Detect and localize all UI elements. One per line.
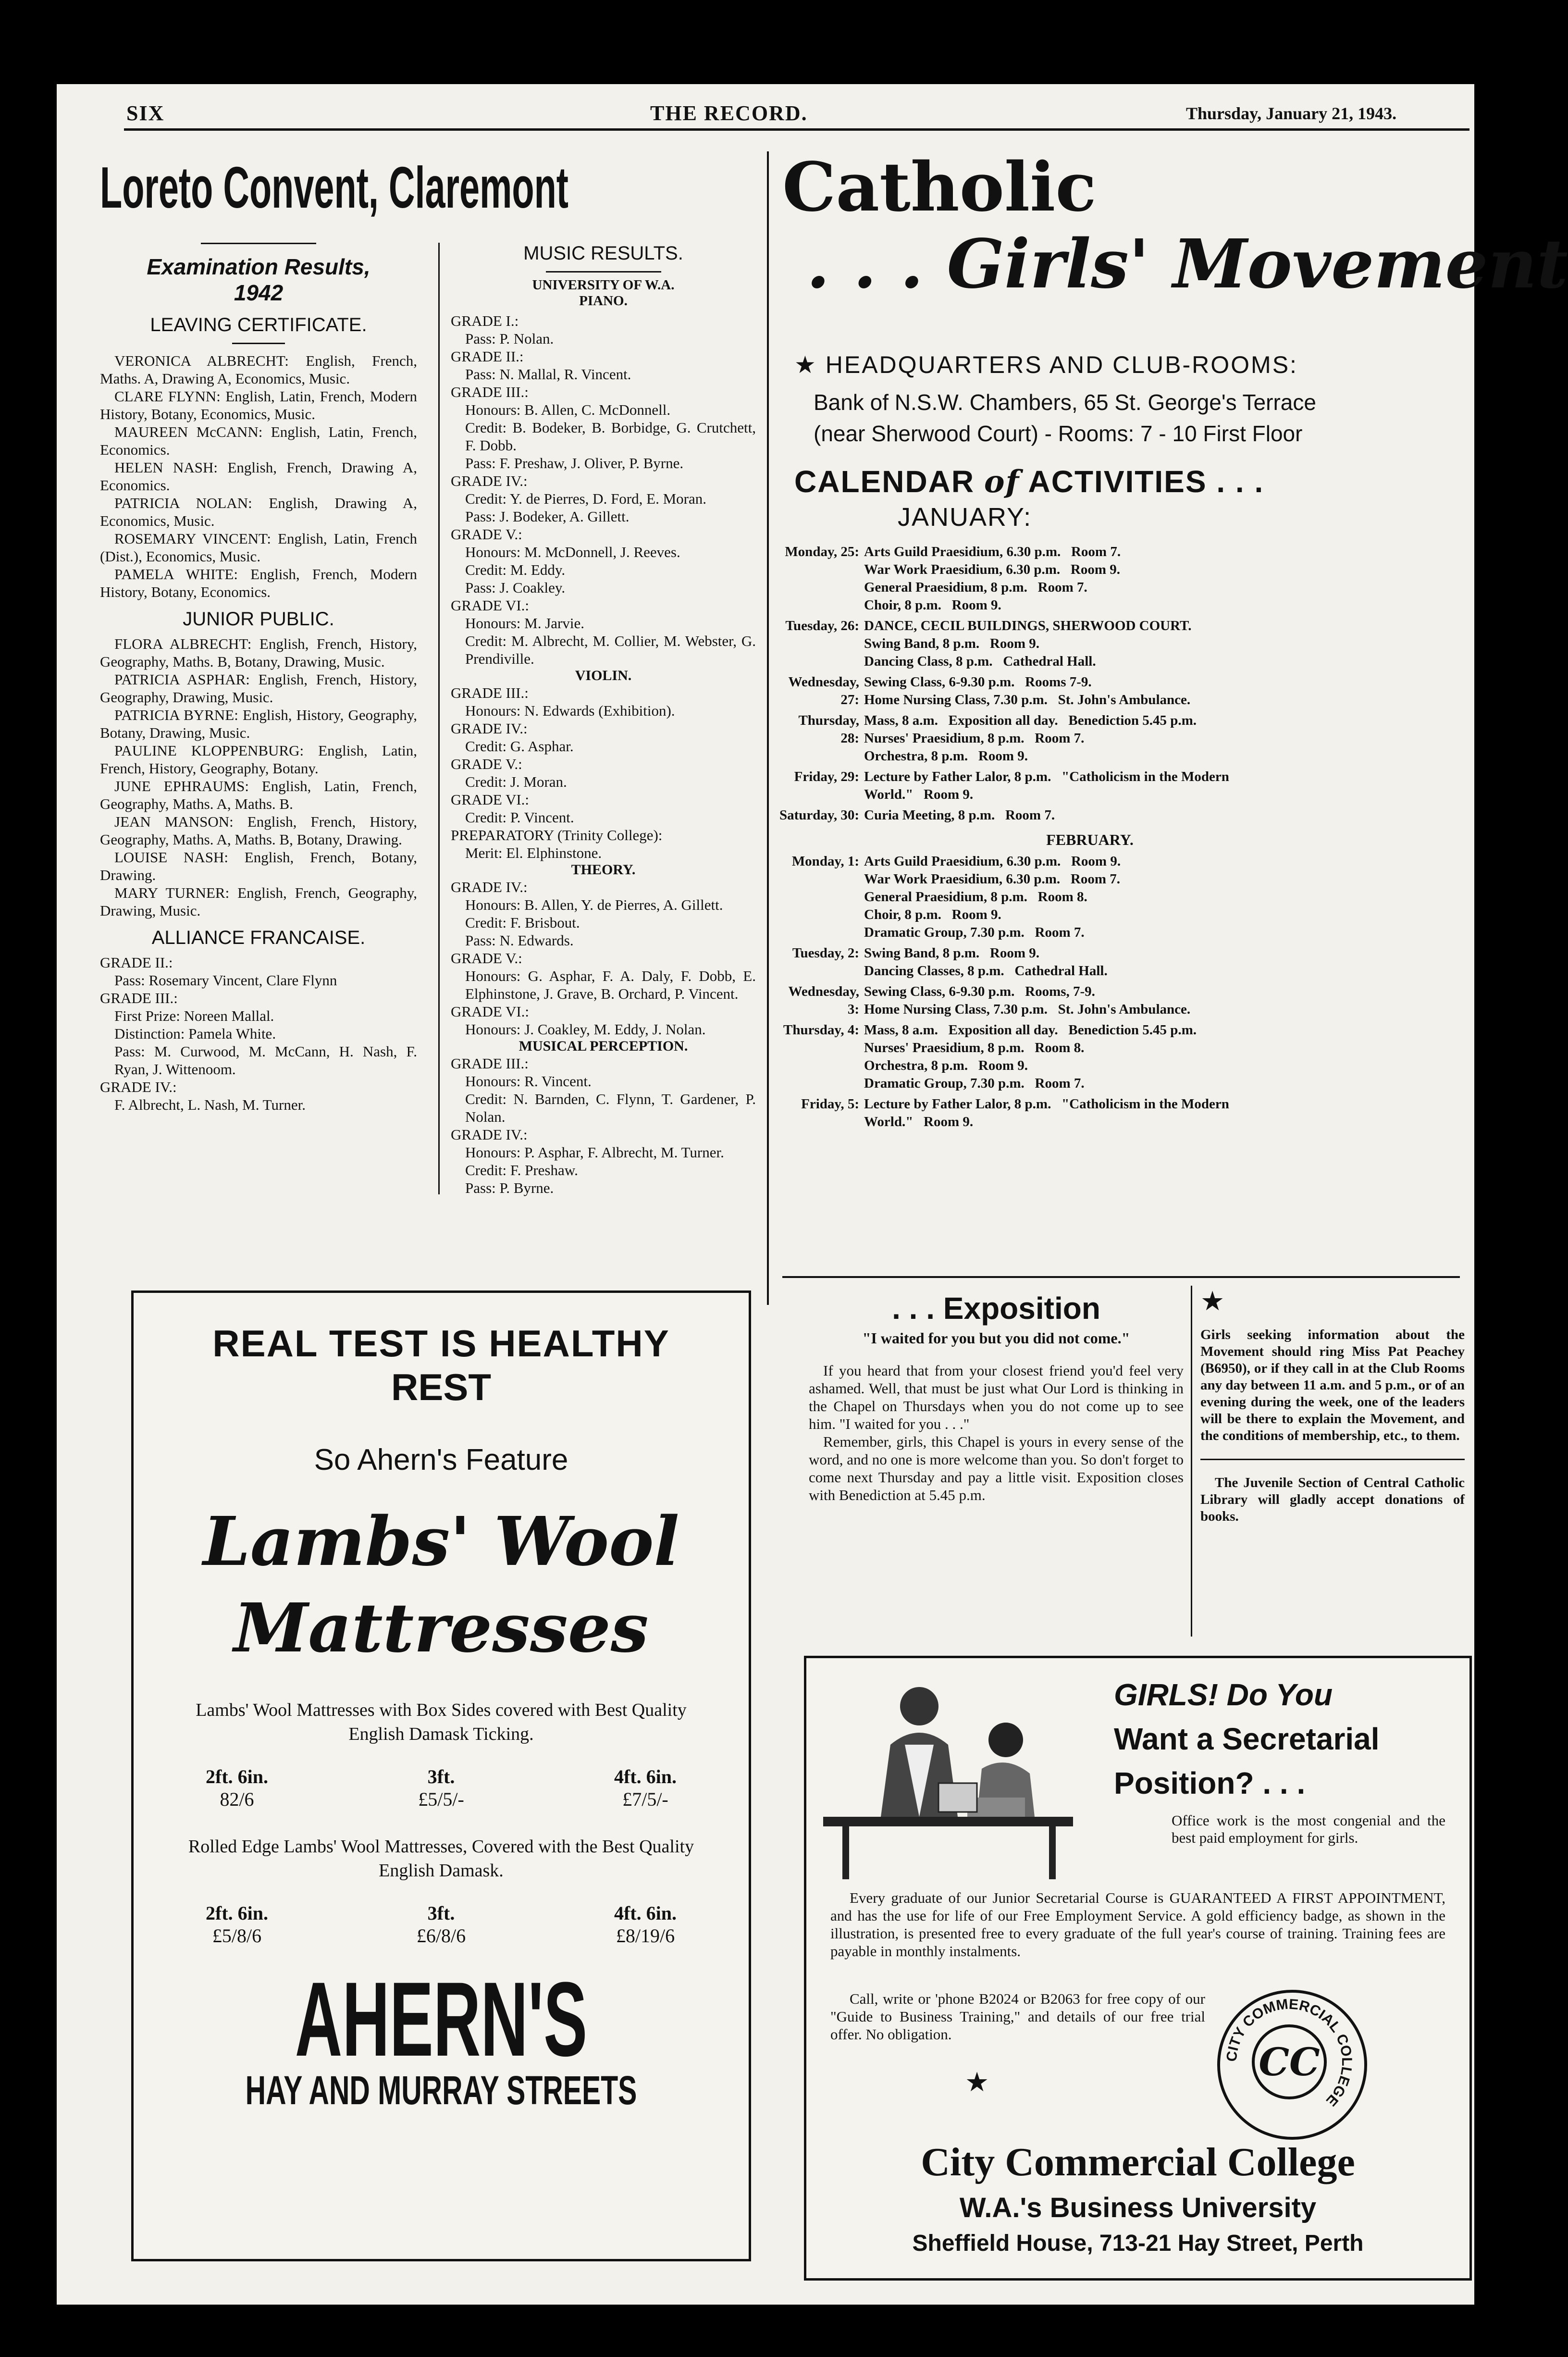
junior-list bbox=[100, 635, 417, 919]
result-line: Credit: N. Barnden, C. Flynn, T. Gardener, P. Nolan. bbox=[465, 1091, 756, 1125]
badge-ring-text: CITY COMMERCIAL COLLEGE bbox=[1223, 1996, 1355, 2109]
calendar-event: Dramatic Group, 7.30 p.m. Room 7. bbox=[864, 1076, 1085, 1091]
loreto-results bbox=[100, 243, 417, 1114]
result-entry: VERONICA ALBRECHT: English, French, Maths. A, Drawing A, Economics, Music. bbox=[100, 352, 417, 387]
calendar-event: Swing Band, 8 p.m. Room 9. bbox=[864, 945, 1039, 961]
result-line: Pass: P. Byrne. bbox=[465, 1179, 554, 1196]
calendar-event: Nurses' Praesidium, 8 p.m. Room 8. bbox=[864, 1040, 1085, 1055]
result-entry: PAMELA WHITE: English, French, Modern History, Botany, Economics. bbox=[100, 566, 417, 600]
calendar-event: Nurses' Praesidium, 8 p.m. Room 7. bbox=[864, 731, 1085, 746]
calendar-event: Curia Meeting, 8 p.m. Room 7. bbox=[864, 807, 1055, 823]
result-line: Pass: M. Curwood, M. McCann, H. Nash, F. Ryan, J. Wittenoom. bbox=[114, 1043, 417, 1078]
calendar-events bbox=[864, 673, 1460, 709]
calendar-event: Lecture by Father Lalor, 8 p.m. "Catholicism in the Modern bbox=[864, 769, 1229, 784]
exposition-paragraph: Remember, girls, this Chapel is yours in every sense of the word, and no one is more welcome than you. So don't forget to come next Thursday and pay a little visit. Exposition closes with Benediction at 5.45 p.m. bbox=[809, 1433, 1184, 1503]
result-entry: JUNE EPHRAUMS: English, Latin, French, Geography, Maths. A, Maths. B. bbox=[100, 778, 417, 812]
result-line: Pass: P. Nolan. bbox=[465, 330, 554, 347]
calendar-day bbox=[778, 983, 1460, 1018]
aherns-advert bbox=[131, 1290, 751, 2261]
college-address: Sheffield House, 713-21 Hay Street, Perth bbox=[912, 2231, 1364, 2256]
calendar-day bbox=[778, 673, 1460, 709]
calendar-day bbox=[778, 712, 1460, 765]
page-number: SIX bbox=[126, 101, 165, 125]
college-tagline: W.A.'s Business University bbox=[959, 2192, 1317, 2223]
college-body bbox=[830, 1889, 1445, 1960]
result-line: Pass: N. Edwards. bbox=[465, 932, 574, 949]
price-item bbox=[206, 1765, 268, 1811]
month-february: FEBRUARY. bbox=[1046, 831, 1134, 848]
price-size: 2ft. 6in. bbox=[206, 1902, 268, 1924]
calendar-day bbox=[778, 1021, 1460, 1092]
result-line: PREPARATORY (Trinity College): bbox=[451, 827, 663, 844]
result-line: Honours: B. Allen, C. McDonnell. bbox=[465, 401, 671, 418]
result-line: GRADE II.: bbox=[451, 348, 524, 365]
headquarters-label: HEADQUARTERS AND CLUB-ROOMS: bbox=[825, 351, 1298, 378]
university-heading: UNIVERSITY OF W.A. bbox=[532, 277, 675, 293]
college-call-text: Call, write or 'phone B2024 or B2063 for free copy of our "Guide to Business Training," and details of our free trial offer. No obligation. bbox=[830, 1990, 1205, 2043]
calendar-day-label: Tuesday, 2: bbox=[792, 945, 859, 961]
result-line: Credit: F. Preshaw. bbox=[465, 1162, 578, 1178]
headquarters-line bbox=[794, 351, 1298, 379]
calendar-day bbox=[778, 853, 1460, 942]
result-line: GRADE IV.: bbox=[100, 1079, 177, 1095]
result-entry: JEAN MANSON: English, French, History, Geography, Maths. A, Maths. B, Botany, Drawing. bbox=[100, 813, 417, 848]
calendar-event: War Work Praesidium, 6.30 p.m. Room 9. bbox=[864, 562, 1121, 577]
result-line: GRADE VI.: bbox=[451, 791, 530, 808]
price-size: 3ft. bbox=[427, 1902, 455, 1924]
result-entry: PATRICIA BYRNE: English, History, Geography, Botany, Drawing, Music. bbox=[100, 707, 417, 741]
college-headline bbox=[1114, 1673, 1380, 1805]
result-line: Honours: R. Vincent. bbox=[465, 1073, 592, 1090]
office-note-text: Office work is the most congenial and the best paid employment for girls. bbox=[1172, 1812, 1445, 1846]
price-item bbox=[614, 1902, 677, 1947]
result-line: GRADE I.: bbox=[451, 312, 519, 329]
aherns-headline-2: REST bbox=[391, 1366, 492, 1408]
price-value: £7/5/- bbox=[622, 1788, 668, 1810]
leaving-heading: LEAVING CERTIFICATE. bbox=[150, 314, 367, 335]
college-body-text: Every graduate of our Junior Secretarial Course is GUARANTEED A FIRST APPOINTMENT, and has the use for life of our Free Employment Service. A gold efficiency badge, as shown in the illustration, is presented free to every graduate of the full year's course of training. Training fees are payable in monthly instalments. bbox=[830, 1889, 1445, 1960]
calendar-event: Swing Band, 8 p.m. Room 9. bbox=[864, 636, 1039, 651]
calendar-event: Home Nursing Class, 7.30 p.m. St. John's Ambulance. bbox=[864, 692, 1191, 707]
juvenile-notice bbox=[1200, 1475, 1465, 1525]
calendar-event: Arts Guild Praesidium, 6.30 p.m. Room 7. bbox=[864, 544, 1121, 559]
result-entry: PAULINE KLOPPENBURG: English, Latin, French, History, Geography, Botany. bbox=[100, 742, 417, 777]
result-line: GRADE IV.: bbox=[451, 1126, 528, 1143]
result-line: First Prize: Noreen Mallal. bbox=[114, 1007, 274, 1024]
price-value: £8/19/6 bbox=[616, 1925, 675, 1947]
result-line: Pass: J. Bodeker, A. Gillett. bbox=[465, 508, 630, 525]
price-value: £5/5/- bbox=[418, 1788, 464, 1810]
price-value: 82/6 bbox=[220, 1788, 254, 1810]
calendar-day-label: Thursday, 28: bbox=[798, 713, 859, 746]
january-events bbox=[778, 543, 1460, 824]
girls-info-text: Girls seeking information about the Movement should ring Miss Pat Peachey (B6950), or if they call in at the Club Rooms any day between 11 a.m. and 5 p.m., or of an evening during the week, one of the leaders will be there to explain the Movement, and the conditions of membership, etc., to them. bbox=[1200, 1327, 1465, 1443]
calendar-day bbox=[778, 768, 1460, 804]
result-entry: HELEN NASH: English, French, Drawing A, Economics. bbox=[100, 459, 417, 494]
result-line: Credit: F. Brisbout. bbox=[465, 914, 580, 931]
result-line: Pass: N. Mallal, R. Vincent. bbox=[465, 366, 631, 383]
perception-list bbox=[451, 1054, 756, 1197]
alliance-heading: ALLIANCE FRANCAISE. bbox=[151, 927, 366, 948]
college-badge bbox=[1217, 1990, 1367, 2140]
header-rule bbox=[124, 128, 1469, 131]
calendar-day-label: Friday, 29: bbox=[794, 769, 859, 784]
divider bbox=[232, 343, 285, 344]
result-line: GRADE III.: bbox=[100, 990, 178, 1006]
perception-heading: MUSICAL PERCEPTION. bbox=[519, 1038, 688, 1054]
violin-list bbox=[451, 684, 756, 862]
calendar-day-label: Monday, 25: bbox=[785, 544, 859, 559]
price-item bbox=[417, 1902, 466, 1947]
alliance-list bbox=[100, 954, 417, 1114]
aherns-name: AHERN'S bbox=[295, 1960, 588, 2078]
office-note bbox=[1172, 1812, 1445, 1847]
music-results bbox=[451, 243, 756, 1197]
column-rule bbox=[438, 243, 440, 1194]
calendar-events bbox=[864, 712, 1460, 765]
calendar-event: War Work Praesidium, 6.30 p.m. Room 7. bbox=[864, 871, 1121, 887]
result-line: GRADE II.: bbox=[100, 954, 173, 971]
result-line: F. Albrecht, L. Nash, M. Turner. bbox=[114, 1096, 306, 1113]
price-size: 4ft. 6in. bbox=[614, 1766, 677, 1787]
result-line: GRADE VI.: bbox=[451, 1003, 530, 1020]
aherns-name-wrap bbox=[134, 1960, 749, 2078]
music-heading: MUSIC RESULTS. bbox=[523, 243, 683, 264]
calendar-of: of bbox=[984, 464, 1020, 500]
girls-info bbox=[1200, 1327, 1465, 1444]
calendar-event: General Praesidium, 8 p.m. Room 7. bbox=[864, 580, 1087, 595]
newspaper-page bbox=[57, 84, 1568, 2305]
calendar-event: Arts Guild Praesidium, 6.30 p.m. Room 9. bbox=[864, 854, 1121, 869]
calendar-events bbox=[864, 768, 1460, 804]
issue-date: Thursday, January 21, 1943. bbox=[1186, 104, 1397, 123]
junior-heading: JUNIOR PUBLIC. bbox=[183, 608, 334, 630]
college-advert bbox=[804, 1656, 1472, 2281]
result-line: Pass: Rosemary Vincent, Clare Flynn bbox=[114, 972, 337, 989]
mattress-description-1: Lambs' Wool Mattresses with Box Sides covered with Best Quality English Damask Ticking. bbox=[196, 1700, 687, 1744]
price-item bbox=[418, 1765, 464, 1811]
calendar-day bbox=[778, 1095, 1460, 1131]
result-line: GRADE III.: bbox=[451, 1055, 529, 1072]
calendar-word: CALENDAR bbox=[794, 464, 975, 499]
theory-list bbox=[451, 878, 756, 1038]
exposition-heading: . . . Exposition bbox=[892, 1291, 1100, 1326]
calendar-events bbox=[864, 543, 1460, 614]
aherns-headline: REAL TEST IS HEALTHY bbox=[212, 1322, 670, 1365]
result-entry: MAUREEN McCANN: English, Latin, French, Economics. bbox=[100, 423, 417, 458]
aherns-subhead: So Ahern's Feature bbox=[314, 1443, 568, 1476]
calendar-event: DANCE, CECIL BUILDINGS, SHERWOOD COURT. bbox=[864, 618, 1192, 633]
office-illustration bbox=[823, 1673, 1073, 1884]
calendar-event: Home Nursing Class, 7.30 p.m. St. John's Ambulance. bbox=[864, 1002, 1191, 1017]
calendar-event: Sewing Class, 6-9.30 p.m. Rooms 7-9. bbox=[864, 674, 1092, 690]
result-line: Honours: M. Jarvie. bbox=[465, 615, 584, 632]
result-line: Merit: El. Elphinstone. bbox=[465, 844, 602, 861]
calendar-event: Mass, 8 a.m. Exposition all day. Benediction 5.45 p.m. bbox=[864, 713, 1197, 728]
aherns-address-wrap bbox=[134, 2067, 749, 2113]
result-line: GRADE III.: bbox=[451, 684, 529, 701]
calendar-event: Dancing Class, 8 p.m. Cathedral Hall. bbox=[864, 654, 1096, 669]
calendar-events bbox=[864, 617, 1460, 670]
calendar-day-label: Wednesday, 3: bbox=[788, 984, 859, 1017]
college-headline-2: Want a Secretarial bbox=[1114, 1722, 1380, 1756]
column-rule bbox=[767, 151, 769, 1305]
result-line: Credit: B. Bodeker, B. Borbidge, G. Crutchett, F. Dobb. bbox=[465, 419, 756, 454]
calendar-day-label: Saturday, 30: bbox=[779, 807, 859, 823]
college-headline-1: GIRLS! Do You bbox=[1114, 1677, 1333, 1712]
calendar-events bbox=[864, 806, 1460, 824]
calendar-day-label: Wednesday, 27: bbox=[788, 674, 859, 707]
result-line: GRADE V.: bbox=[451, 950, 522, 967]
result-line: Pass: J. Coakley. bbox=[465, 579, 566, 596]
result-entry: LOUISE NASH: English, French, Botany, Drawing. bbox=[100, 849, 417, 883]
result-line: Credit: M. Eddy. bbox=[465, 561, 566, 578]
result-entry: CLARE FLYNN: English, Latin, French, Modern History, Botany, Economics, Music. bbox=[100, 388, 417, 422]
theory-heading: THEORY. bbox=[571, 862, 636, 878]
exposition-article bbox=[809, 1290, 1184, 1504]
calendar-events bbox=[864, 944, 1460, 980]
calendar-event: Dramatic Group, 7.30 p.m. Room 7. bbox=[864, 925, 1085, 940]
loreto-headline: Loreto Convent, Claremont bbox=[100, 155, 568, 220]
result-line: Honours: G. Asphar, F. A. Daly, F. Dobb, E. Elphinstone, J. Grave, B. Orchard, P. Vincent. bbox=[465, 968, 756, 1002]
price-item bbox=[206, 1902, 268, 1947]
calendar-event: Orchestra, 8 p.m. Room 9. bbox=[864, 1058, 1028, 1073]
price-value: £6/8/6 bbox=[416, 1925, 466, 1947]
headquarters-address: Bank of N.S.W. Chambers, 65 St. George's Terrace bbox=[814, 390, 1316, 415]
calendar-events bbox=[864, 1095, 1460, 1131]
mattresses-script: Mattresses bbox=[234, 1589, 649, 1668]
calendar-day-label: Thursday, 4: bbox=[783, 1022, 859, 1038]
result-line: Credit: P. Vincent. bbox=[465, 809, 574, 826]
calendar-rule bbox=[782, 1276, 1460, 1278]
calendar-day bbox=[778, 806, 1460, 824]
movement-notice bbox=[1200, 1286, 1465, 1525]
result-line: Credit: J. Moran. bbox=[465, 773, 567, 790]
february-events bbox=[778, 853, 1460, 1131]
star-icon: ★ bbox=[965, 2068, 989, 2097]
college-headline-3: Position? . . . bbox=[1114, 1766, 1306, 1800]
result-line: Honours: M. McDonnell, J. Reeves. bbox=[465, 544, 680, 560]
calendar-event: Dancing Classes, 8 p.m. Cathedral Hall. bbox=[864, 963, 1108, 979]
activities-word: ACTIVITIES . . . bbox=[1028, 464, 1264, 499]
exposition-paragraph: If you heard that from your closest friend you'd feel very ashamed. Well, that must be just what Our Lord is thinking in the Chapel on Thursdays when you do not come up to see him. "I waited for you . . ." bbox=[809, 1362, 1184, 1432]
result-line: Credit: Y. de Pierres, D. Ford, E. Moran. bbox=[465, 490, 706, 507]
price-size: 3ft. bbox=[427, 1766, 455, 1787]
result-entry: PATRICIA ASPHAR: English, French, History, Geography, Drawing, Music. bbox=[100, 671, 417, 706]
star-icon: ★ bbox=[1200, 1287, 1225, 1316]
price-row-1 bbox=[206, 1765, 677, 1811]
result-line: Honours: J. Coakley, M. Eddy, J. Nolan. bbox=[465, 1021, 706, 1038]
calendar-event: Lecture by Father Lalor, 8 p.m. "Catholicism in the Modern bbox=[864, 1096, 1229, 1112]
calendar-day bbox=[778, 617, 1460, 670]
divider bbox=[1200, 1459, 1465, 1460]
divider bbox=[201, 243, 316, 244]
calendar-events bbox=[864, 1021, 1460, 1092]
column-rule bbox=[1191, 1286, 1192, 1637]
piano-list bbox=[451, 312, 756, 668]
result-line: GRADE V.: bbox=[451, 756, 522, 772]
calendar-events bbox=[864, 853, 1460, 942]
calendar-event: Mass, 8 a.m. Exposition all day. Benediction 5.45 p.m. bbox=[864, 1022, 1197, 1038]
result-entry: ROSEMARY VINCENT: English, Latin, French (Dist.), Economics, Music. bbox=[100, 530, 417, 565]
piano-heading: PIANO. bbox=[579, 293, 628, 309]
college-call bbox=[830, 1990, 1205, 2043]
calendar-event: Choir, 8 p.m. Room 9. bbox=[864, 597, 1001, 613]
aherns-address: HAY AND MURRAY STREETS bbox=[245, 2068, 637, 2113]
girls-movement-title: . . . Girls' Movement bbox=[806, 225, 1568, 304]
catholic-title: Catholic bbox=[782, 148, 1097, 227]
result-line: Honours: P. Asphar, F. Albrecht, M. Turner. bbox=[465, 1144, 724, 1161]
result-line: Credit: G. Asphar. bbox=[465, 738, 574, 755]
calendar-heading bbox=[794, 464, 1264, 500]
calendar-day bbox=[778, 543, 1460, 614]
mattress-description-2: Rolled Edge Lambs' Wool Mattresses, Covered with the Best Quality English Damask. bbox=[188, 1836, 694, 1881]
price-value: £5/8/6 bbox=[212, 1925, 262, 1947]
exposition-body bbox=[809, 1362, 1184, 1504]
result-line: GRADE VI.: bbox=[451, 597, 530, 614]
calendar-event: Orchestra, 8 p.m. Room 9. bbox=[864, 748, 1028, 764]
result-entry: MARY TURNER: English, French, Geography, Drawing, Music. bbox=[100, 884, 417, 919]
result-entry: PATRICIA NOLAN: English, Drawing A, Economics, Music. bbox=[100, 495, 417, 529]
leaving-list bbox=[100, 352, 417, 601]
college-name: City Commercial College bbox=[921, 2140, 1355, 2184]
price-item bbox=[614, 1765, 677, 1811]
price-row-2 bbox=[206, 1902, 677, 1947]
exam-year: 1942 bbox=[234, 280, 284, 305]
result-line: Credit: M. Albrecht, M. Collier, M. Webster, G. Prendiville. bbox=[465, 633, 756, 667]
divider bbox=[546, 271, 661, 273]
result-entry: FLORA ALBRECHT: English, French, History, Geography, Maths. B, Botany, Drawing, Music. bbox=[100, 635, 417, 670]
result-line: Distinction: Pamela White. bbox=[114, 1025, 276, 1042]
price-size: 4ft. 6in. bbox=[614, 1902, 677, 1924]
lambs-wool-script: Lambs' Wool bbox=[203, 1502, 679, 1581]
calendar-day-label: Tuesday, 26: bbox=[785, 618, 859, 633]
result-line: GRADE V.: bbox=[451, 526, 522, 543]
headquarters-rooms: (near Sherwood Court) - Rooms: 7 - 10 First Floor bbox=[814, 421, 1303, 446]
calendar bbox=[778, 543, 1460, 1134]
calendar-day bbox=[778, 944, 1460, 980]
calendar-day-label: Monday, 1: bbox=[791, 854, 859, 869]
result-line: Honours: N. Edwards (Exhibition). bbox=[465, 702, 675, 719]
paper-name: THE RECORD. bbox=[650, 101, 808, 125]
calendar-events bbox=[864, 983, 1460, 1018]
result-line: Pass: F. Preshaw, J. Oliver, P. Byrne. bbox=[465, 455, 684, 471]
result-line: GRADE IV.: bbox=[451, 879, 528, 895]
calendar-event: Choir, 8 p.m. Room 9. bbox=[864, 907, 1001, 922]
price-size: 2ft. 6in. bbox=[206, 1766, 268, 1787]
calendar-day-label: Friday, 5: bbox=[801, 1096, 859, 1112]
calendar-event: World." Room 9. bbox=[864, 1114, 974, 1129]
exposition-quote: "I waited for you but you did not come." bbox=[862, 1329, 1130, 1347]
calendar-event: General Praesidium, 8 p.m. Room 8. bbox=[864, 889, 1087, 905]
result-line: GRADE IV.: bbox=[451, 720, 528, 737]
result-line: Honours: B. Allen, Y. de Pierres, A. Gillett. bbox=[465, 896, 723, 913]
calendar-event: Sewing Class, 6-9.30 p.m. Rooms, 7-9. bbox=[864, 984, 1095, 999]
month-january: JANUARY: bbox=[898, 503, 1032, 532]
svg-text:CC: CC bbox=[1259, 2039, 1320, 2084]
exam-title: Examination Results, bbox=[147, 254, 370, 279]
calendar-event: World." Room 9. bbox=[864, 787, 974, 802]
result-line: GRADE III.: bbox=[451, 384, 529, 400]
star-icon: ★ bbox=[794, 351, 817, 378]
violin-heading: VIOLIN. bbox=[575, 668, 632, 683]
result-line: GRADE IV.: bbox=[451, 472, 528, 489]
juvenile-text: The Juvenile Section of Central Catholic Library will gladly accept donations of books. bbox=[1200, 1475, 1465, 1524]
